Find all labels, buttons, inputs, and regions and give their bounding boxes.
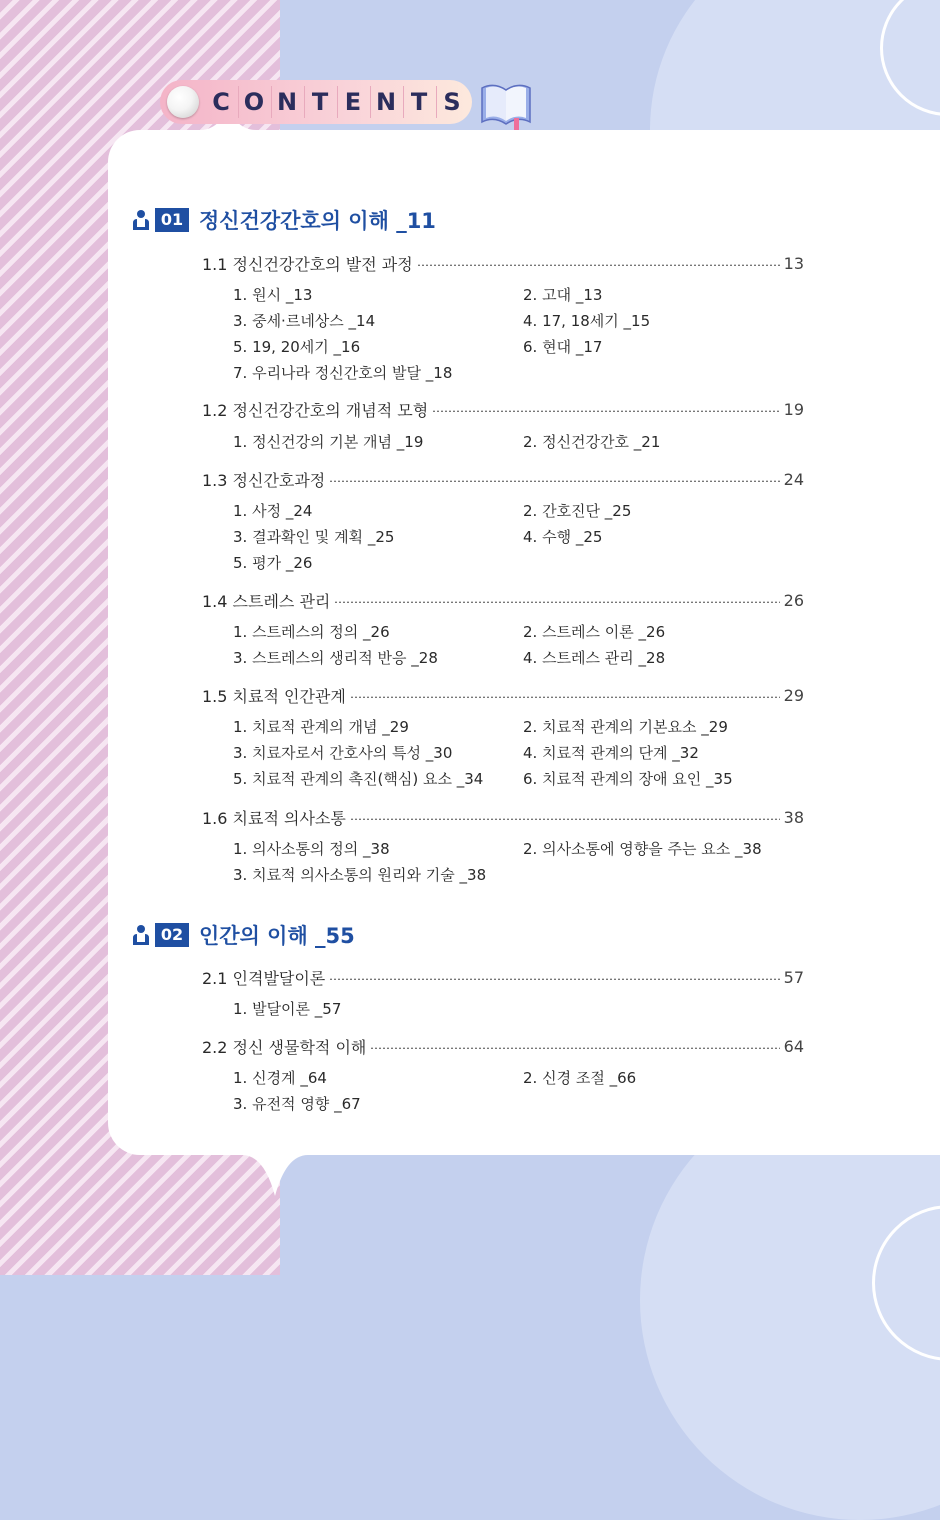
subsection-item[interactable]: 1. 스트레스의 정의 _26 [233,623,390,641]
page-number: 29 [783,685,804,705]
pearl-icon [167,86,199,118]
subsection-item[interactable]: 3. 스트레스의 생리적 반응 _28 [233,649,438,667]
page-number: 26 [783,590,804,610]
subsection-item[interactable]: 2. 정신건강간호 _21 [523,433,661,451]
section-entry[interactable] [202,468,804,490]
section-entry[interactable] [202,589,804,611]
chapter-heading [131,205,436,235]
section-title: 1.1 정신건강간호의 발전 과정 [202,254,413,274]
subsection-item[interactable]: 5. 치료적 관계의 촉진(핵심) 요소 _34 [233,770,484,788]
subsection-item[interactable]: 2. 스트레스 이론 _26 [523,623,666,641]
leader-dots [350,696,780,698]
section-entry[interactable] [202,252,804,274]
subsection-item[interactable]: 4. 스트레스 관리 _28 [523,649,666,667]
chapter-title[interactable]: 정신건강간호의 이해 _11 [199,209,436,233]
section-title: 1.2 정신건강간호의 개념적 모형 [202,400,429,420]
subsection-item[interactable]: 3. 치료자로서 간호사의 특성 _30 [233,744,453,762]
section-title: 1.3 정신간호과정 [202,470,326,490]
section-entry[interactable] [202,398,804,420]
subsection-item[interactable]: 1. 의사소통의 정의 _38 [233,840,390,858]
subsection-item[interactable]: 4. 치료적 관계의 단계 _32 [523,744,699,762]
section-title: 1.4 스트레스 관리 [202,591,331,611]
section-entry[interactable] [202,684,804,706]
subsection-item[interactable]: 6. 치료적 관계의 장애 요인 _35 [523,770,733,788]
subsection-item[interactable]: 5. 평가 _26 [233,554,313,572]
section-title: 2.2 정신 생물학적 이해 [202,1037,367,1057]
chapter-number: 02 [155,923,189,947]
subsection-item[interactable]: 3. 중세·르네상스 _14 [233,312,376,330]
subsection-item[interactable]: 3. 결과확인 및 계획 _25 [233,528,395,546]
subsection-item[interactable]: 7. 우리나라 정신간호의 발달 _18 [233,364,453,382]
section-entry[interactable] [202,1035,804,1057]
card-notch-bottom [242,1138,308,1198]
page-number: 38 [783,807,804,827]
chapter-heading [131,920,355,950]
contents-title: C O N T E N T S [206,86,467,118]
leader-dots [334,601,779,603]
subsection-item[interactable]: 4. 17, 18세기 _15 [523,312,651,330]
subsection-item[interactable]: 2. 간호진단 _25 [523,502,632,520]
leader-dots [329,978,779,980]
subsection-item[interactable]: 1. 치료적 관계의 개념 _29 [233,718,409,736]
subsection-item[interactable]: 1. 원시 _13 [233,286,313,304]
person-icon [131,923,151,947]
subsection-item[interactable]: 5. 19, 20세기 _16 [233,338,361,356]
leader-dots [370,1047,779,1049]
person-icon [131,208,151,232]
subsection-item[interactable]: 1. 사정 _24 [233,502,313,520]
chapter-number: 01 [155,208,189,232]
section-entry[interactable] [202,966,804,988]
page-number: 19 [783,399,804,419]
subsection-item[interactable]: 2. 치료적 관계의 기본요소 _29 [523,718,728,736]
section-entry[interactable] [202,806,804,828]
page-number: 64 [783,1036,804,1056]
leader-dots [417,264,780,266]
subsection-item[interactable]: 6. 현대 _17 [523,338,603,356]
subsection-item[interactable]: 2. 신경 조절 _66 [523,1069,637,1087]
leader-dots [432,410,779,412]
subsection-item[interactable]: 1. 정신건강의 기본 개념 _19 [233,433,424,451]
subsection-item[interactable]: 1. 발달이론 _57 [233,1000,342,1018]
subsection-item[interactable]: 3. 유전적 영향 _67 [233,1095,361,1113]
page-number: 13 [783,253,804,273]
page-number: 57 [783,967,804,987]
open-book-icon [478,76,534,132]
section-title: 1.5 치료적 인간관계 [202,686,346,706]
subsection-item[interactable]: 1. 신경계 _64 [233,1069,327,1087]
leader-dots [329,480,779,482]
section-title: 1.6 치료적 의사소통 [202,808,346,828]
subsection-item[interactable]: 2. 의사소통에 영향을 주는 요소 _38 [523,840,762,858]
subsection-item[interactable]: 3. 치료적 의사소통의 원리와 기술 _38 [233,866,487,884]
subsection-item[interactable]: 2. 고대 _13 [523,286,603,304]
subsection-item[interactable]: 4. 수행 _25 [523,528,603,546]
chapter-title[interactable]: 인간의 이해 _55 [199,924,355,948]
section-title: 2.1 인격발달이론 [202,968,326,988]
leader-dots [350,818,780,820]
page-number: 24 [783,469,804,489]
